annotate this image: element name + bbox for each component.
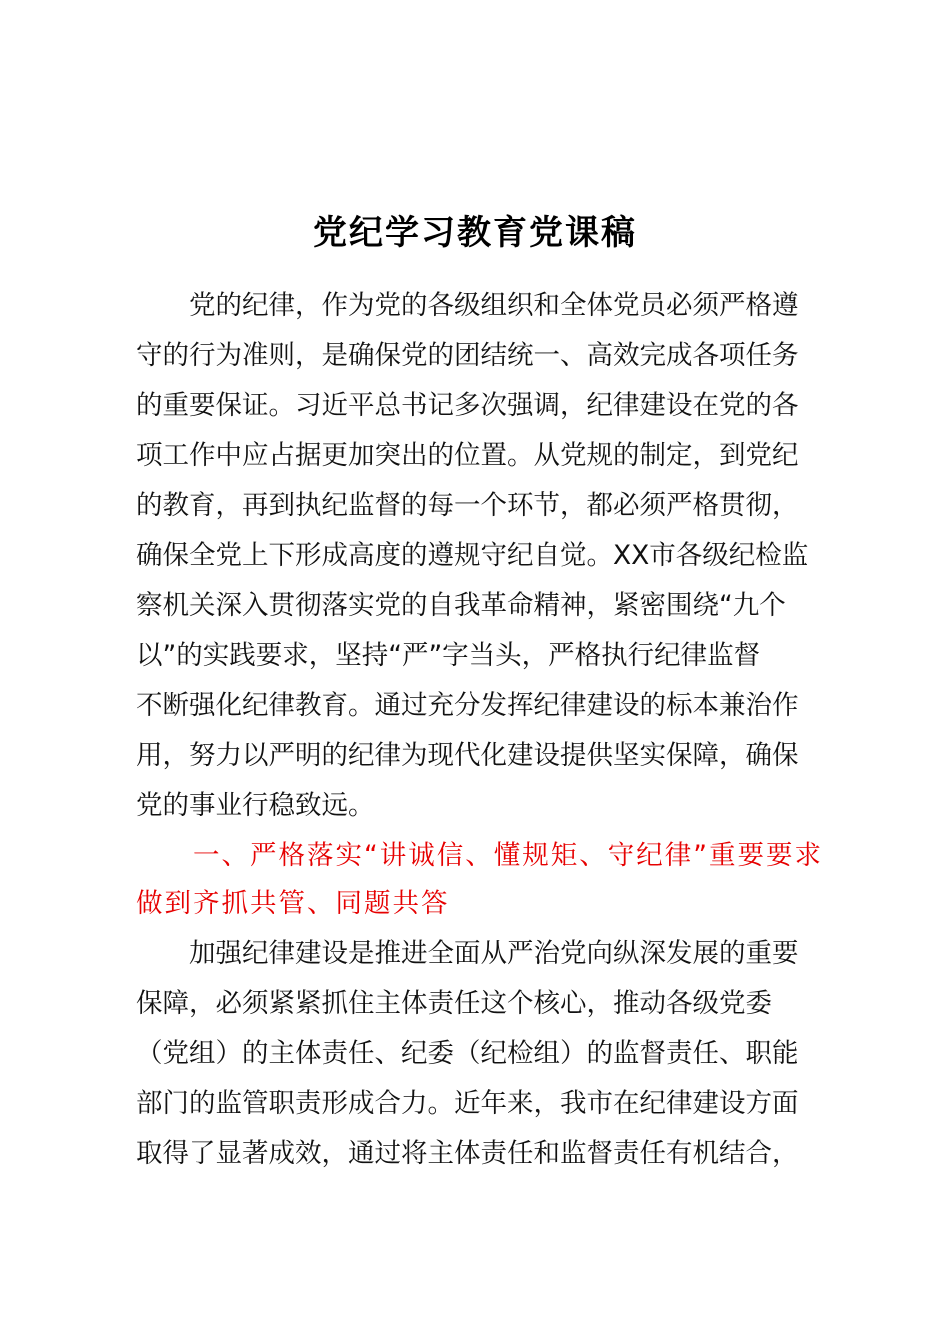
paragraph-1-line: 守的行为准则，是确保党的团结统一、高效完成各项任务 [136,340,799,371]
section-heading-line: 做到齐抓共管、同题共答 [136,888,450,919]
paragraph-2-line: （党组）的主体责任、纪委（纪检组）的监督责任、职能 [136,1038,799,1069]
paragraph-1-line: 项工作中应占据更加突出的位置。从党规的制定，到党纪 [136,440,799,471]
section-heading-line: 一、严格落实“讲诚信、懂规矩、守纪律”重要要求 [136,840,823,871]
paragraph-1-line: 以”的实践要求，坚持“严”字当头，严格执行纪律监督 [136,640,761,671]
paragraph-2-line: 取得了显著成效，通过将主体责任和监督责任有机结合， [136,1138,799,1169]
paragraph-2-line: 加强纪律建设是推进全面从严治党向纵深发展的重要 [136,938,799,969]
paragraph-1-line: 党的纪律，作为党的各级组织和全体党员必须严格遵 [136,290,799,321]
paragraph-1-line: 用，努力以严明的纪律为现代化建设提供坚实保障，确保 [136,740,799,771]
paragraph-1-line: 确保全党上下形成高度的遵规守纪自觉。XX市各级纪检监 [136,540,809,571]
paragraph-1-line: 察机关深入贯彻落实党的自我革命精神，紧密围绕“九个 [136,590,786,621]
document-title: 党纪学习教育党课稿 [313,213,637,253]
paragraph-2-line: 保障，必须紧紧抓住主体责任这个核心，推动各级党委 [136,988,772,1019]
paragraph-1-line: 党的事业行稳致远。 [136,790,375,821]
paragraph-2-line: 部门的监管职责形成合力。近年来，我市在纪律建设方面 [136,1088,799,1119]
paragraph-1-line: 不断强化纪律教育。通过充分发挥纪律建设的标本兼治作 [136,690,799,721]
paragraph-1-line: 的教育，再到执纪监督的每一个环节，都必须严格贯彻， [136,490,799,521]
paragraph-1-line: 的重要保证。习近平总书记多次强调，纪律建设在党的各 [136,390,799,421]
